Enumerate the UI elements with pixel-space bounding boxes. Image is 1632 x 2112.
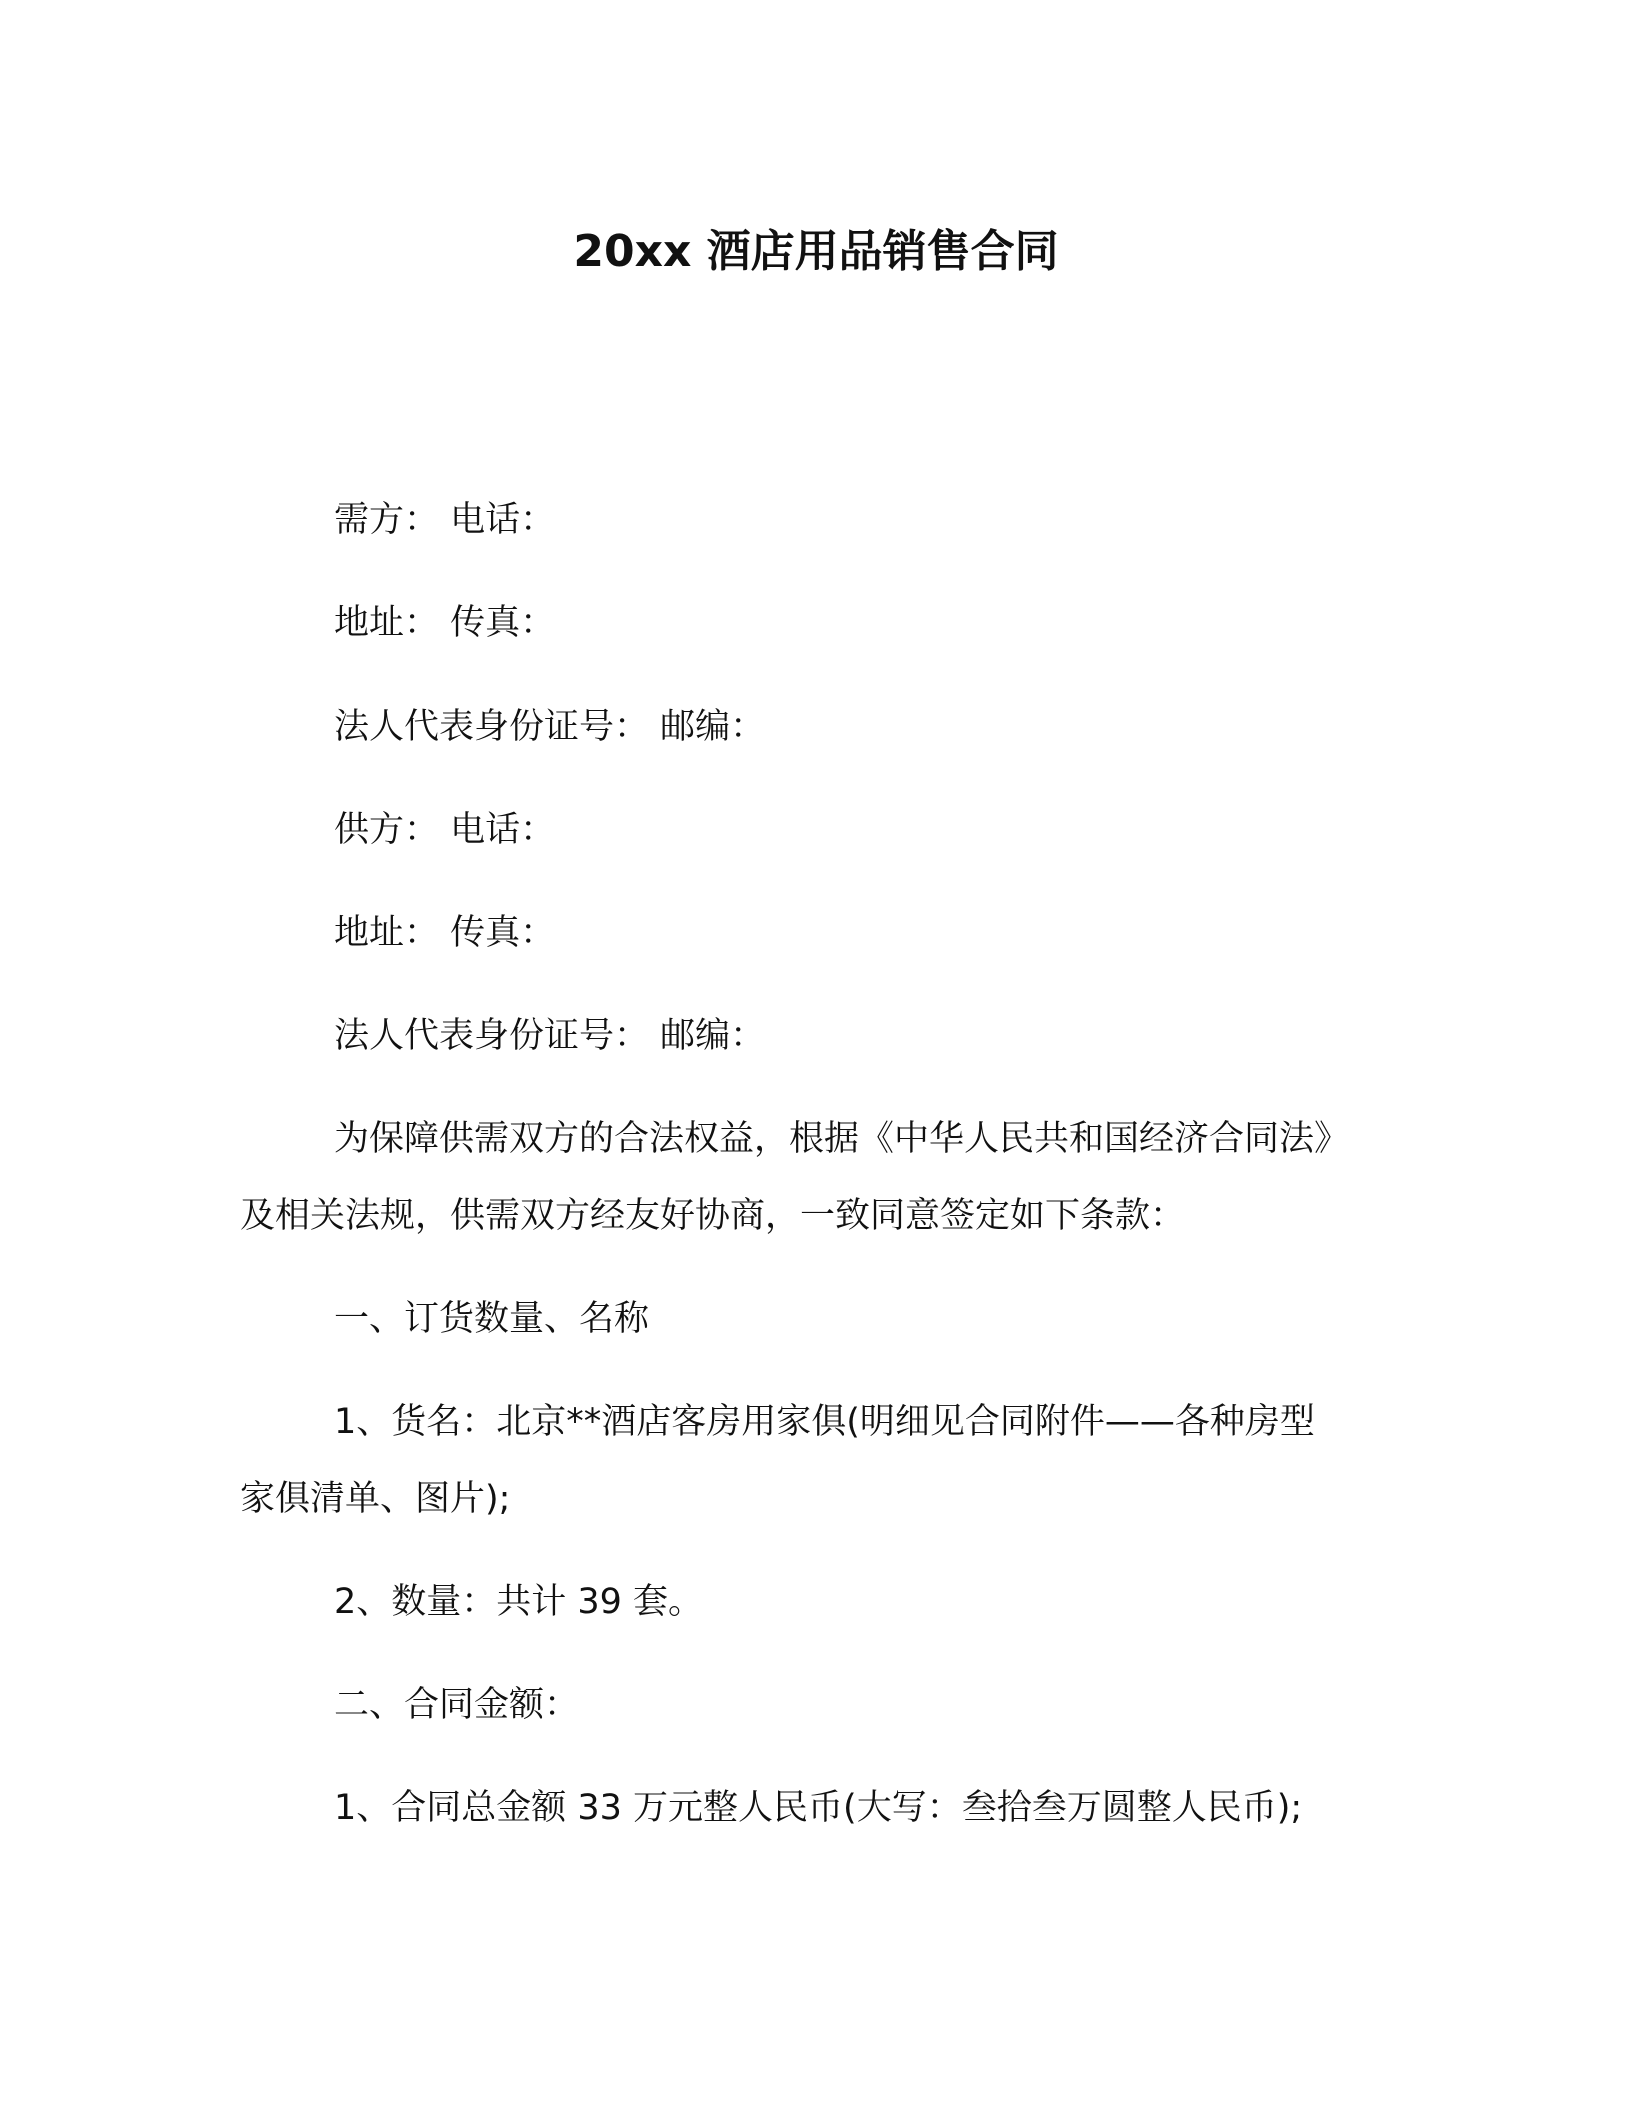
section-heading-1: 一、订货数量、名称: [334, 1299, 650, 1339]
buyer-id-postcode-line: 法人代表身份证号： 邮编：: [334, 707, 766, 747]
supplier-id-postcode-line: 法人代表身份证号： 邮编：: [334, 1016, 766, 1056]
document-title: 20xx 酒店用品销售合同: [573, 226, 1059, 277]
supplier-phone-line: 供方： 电话：: [334, 810, 556, 850]
preamble-line-1: 为保障供需双方的合法权益，根据《中华人民共和国经济合同法》: [334, 1119, 1350, 1159]
clause-1-1-line-2: 家俱清单、图片);: [240, 1479, 511, 1519]
clause-1-2: 2、数量：共计 39 套。: [334, 1582, 704, 1622]
section-heading-2: 二、合同金额：: [334, 1685, 580, 1725]
preamble-line-2: 及相关法规，供需双方经友好协商，一致同意签定如下条款：: [240, 1196, 1186, 1236]
buyer-address-fax-line: 地址： 传真：: [334, 603, 556, 643]
supplier-address-fax-line: 地址： 传真：: [334, 913, 556, 953]
buyer-phone-line: 需方： 电话：: [334, 500, 556, 540]
clause-1-1-line-1: 1、货名：北京**酒店客房用家俱(明细见合同附件——各种房型: [334, 1402, 1315, 1442]
clause-2-1: 1、合同总金额 33 万元整人民币(大写：叁拾叁万圆整人民币);: [334, 1788, 1303, 1828]
